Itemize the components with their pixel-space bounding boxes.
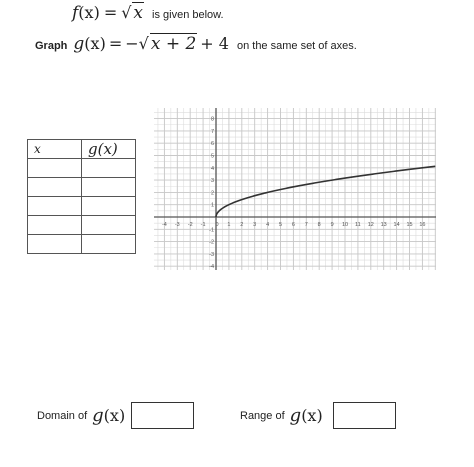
equals-sign: =: [108, 34, 123, 53]
x-tick-label: 6: [291, 222, 295, 228]
y-tick-label: 4: [210, 165, 214, 172]
x-tick-label: 9: [330, 222, 334, 228]
x-tick-label: 16: [419, 222, 426, 228]
minus-sign: −: [125, 34, 139, 53]
x-tick-label: 15: [406, 222, 413, 228]
radicand: x + 2: [150, 34, 197, 54]
x-tick-label: 13: [380, 222, 387, 228]
x-tick-label: -2: [187, 222, 193, 228]
x-tick-label: 4: [266, 222, 270, 228]
x-tick-label: 11: [355, 222, 361, 228]
x-tick-label: -4: [161, 222, 167, 228]
x-tick-label: 2: [240, 222, 244, 228]
domain-answer-box[interactable]: [131, 402, 194, 429]
x-tick-label: -1: [200, 222, 206, 228]
y-tick-label: 3: [210, 178, 214, 185]
col-x-header: x: [28, 140, 82, 159]
y-tick-label: 8: [210, 116, 214, 123]
radical-sign: √: [138, 34, 149, 53]
g-arg: (x): [301, 406, 323, 425]
f-label: f: [72, 3, 79, 23]
radicand: x: [133, 3, 144, 23]
x-tick-label: -3: [174, 222, 180, 228]
col-g-header: g(x): [82, 140, 136, 159]
g-label: g: [73, 34, 85, 54]
y-tick-label: -1: [209, 227, 214, 234]
x-tick-label: 8: [317, 222, 321, 228]
g-arg: (x): [103, 406, 126, 425]
g-label: g: [92, 405, 104, 426]
y-tick-label: 5: [210, 153, 214, 160]
f-arg: (x): [78, 3, 100, 22]
y-tick-label: 2: [210, 190, 214, 197]
given-text: is given below.: [152, 9, 224, 21]
radical-sign: √: [121, 3, 132, 22]
y-tick-label: -4: [209, 264, 214, 271]
x-tick-label: 5: [278, 222, 283, 228]
tail-text: on the same set of axes.: [236, 40, 357, 52]
x-tick-label: 7: [304, 222, 308, 228]
x-tick-label: 3: [253, 222, 257, 228]
y-tick-label: -2: [209, 239, 214, 246]
y-tick-label: 1: [210, 202, 214, 209]
y-tick-label: 6: [210, 141, 214, 148]
range-answer-box[interactable]: [333, 402, 396, 429]
graph-word: Graph: [35, 40, 68, 52]
x-tick-label: 12: [367, 222, 374, 228]
y-tick-label: 7: [210, 128, 214, 135]
domain-row: [37, 402, 194, 429]
range-row: [240, 402, 396, 429]
x-tick-label: 10: [341, 222, 349, 228]
x-tick-label: 0: [215, 222, 219, 228]
equals-sign: =: [103, 3, 118, 22]
x-tick-label: 1: [227, 222, 231, 228]
domain-label: Domain of: [37, 409, 88, 422]
range-label: Range of: [240, 409, 285, 422]
y-tick-label: -3: [209, 251, 214, 258]
plus-four: + 4: [200, 34, 229, 53]
g-label: g: [289, 405, 302, 426]
x-tick-label: 14: [393, 222, 400, 228]
g-arg: (x): [84, 34, 106, 53]
